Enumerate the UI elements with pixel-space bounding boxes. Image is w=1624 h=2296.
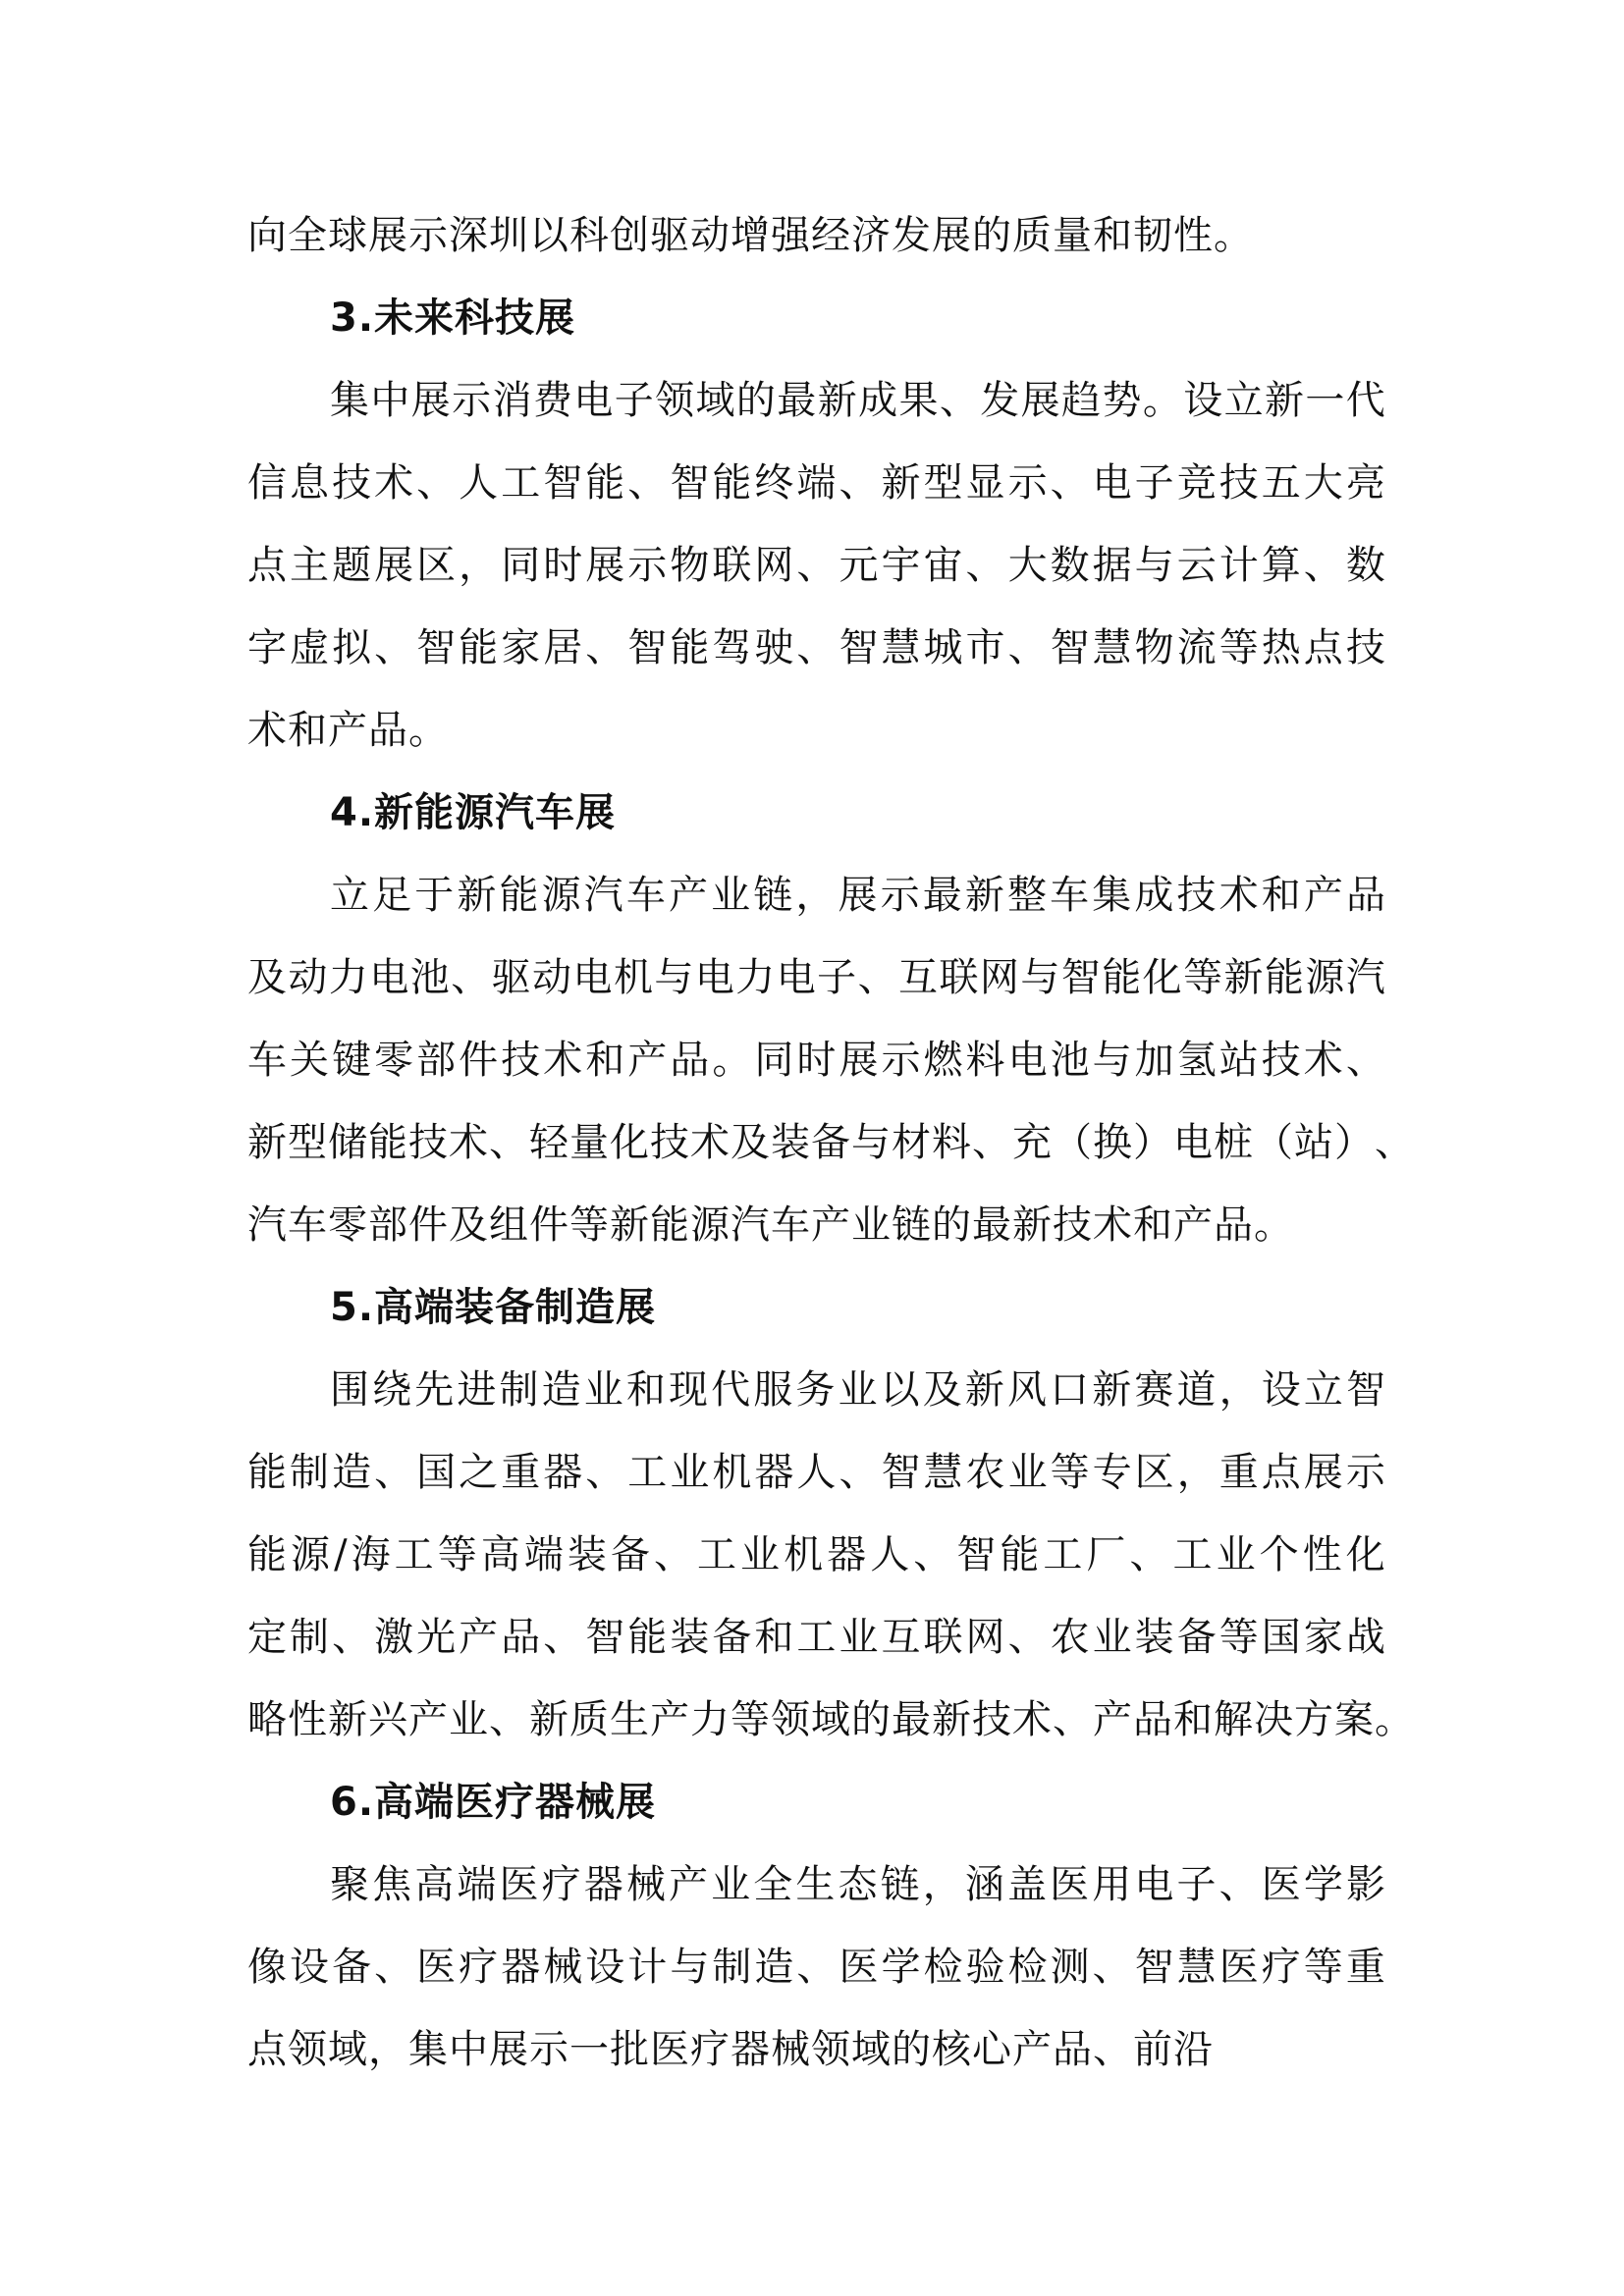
paragraph-line: 能 源 / 海 工 等 高 端 装 备 、 工 业 机 器 人 、 智 能 工 厂 、 工 业 个 性 化 (247, 1532, 1386, 1577)
paragraph-line: 点 主 题 展 区 ， 同 时 展 示 物 联 网 、 元 宇 宙 、 大 数 据 与 云 计 算 、 数 (247, 543, 1386, 588)
paragraph-line: 像 设 备 、 医 疗 器 械 设 计 与 制 造 、 医 学 检 验 检 测 、 智 慧 医 疗 等 重 (247, 1945, 1386, 1990)
paragraph-line: 向全球展示深圳以科创驱动增强经济发展的质量和韧性。 (247, 213, 1254, 258)
paragraph-line: 字 虚 拟 、 智 能 家 居 、 智 能 驾 驶 、 智 慧 城 市 、 智 慧 物 流 等 热 点 技 (247, 625, 1386, 670)
paragraph-line: 信 息 技 术 、 人 工 智 能 、 智 能 终 端 、 新 型 显 示 、 电 子 竞 技 五 大 亮 (247, 460, 1386, 506)
paragraph-first-line: 集 中 展 示 消 费 电 子 领 域 的 最 新 成 果 、 发 展 趋 势 。 设 立 新 一 代 (330, 378, 1386, 423)
paragraph-line: 定 制 、 激 光 产 品 、 智 能 装 备 和 工 业 互 联 网 、 农 业 装 备 等 国 家 战 (247, 1615, 1386, 1660)
paragraph-line: 新 型 储 能 技 术 、 轻 量 化 技 术 及 装 备 与 材 料 、 充 （ 换 ） 电 桩 （ 站 ） 、 (247, 1120, 1415, 1165)
section-heading: 4.新能源汽车展 (330, 790, 617, 835)
paragraph-line: 术和产品。 (247, 708, 449, 753)
section-heading: 5.高端装备制造展 (330, 1285, 657, 1330)
section-heading: 3.未来科技展 (330, 295, 576, 341)
paragraph-first-line: 围 绕 先 进 制 造 业 和 现 代 服 务 业 以 及 新 风 口 新 赛 道 ， 设 立 智 (330, 1367, 1386, 1413)
paragraph-line: 汽车零部件及组件等新能源汽车产业链的最新技术和产品。 (247, 1202, 1294, 1248)
paragraph-line: 能 制 造 、 国 之 重 器 、 工 业 机 器 人 、 智 慧 农 业 等 专 区 ， 重 点 展 示 (247, 1450, 1386, 1495)
paragraph-line: 车 关 键 零 部 件 技 术 和 产 品 。 同 时 展 示 燃 料 电 池 与 加 氢 站 技 术 、 (247, 1038, 1386, 1083)
paragraph-line: 及 动 力 电 池 、 驱 动 电 机 与 电 力 电 子 、 互 联 网 与 智 能 化 等 新 能 源 汽 (247, 955, 1386, 1000)
section-heading: 6.高端医疗器械展 (330, 1780, 657, 1825)
paragraph-first-line: 立 足 于 新 能 源 汽 车 产 业 链 ， 展 示 最 新 整 车 集 成 技 术 和 产 品 (330, 873, 1386, 918)
paragraph-first-line: 聚 焦 高 端 医 疗 器 械 产 业 全 生 态 链 ， 涵 盖 医 用 电 子 、 医 学 影 (330, 1862, 1386, 1907)
paragraph-line: 略 性 新 兴 产 业 、 新 质 生 产 力 等 领 域 的 最 新 技 术 、 产 品 和 解 决 方 案 。 (247, 1697, 1415, 1742)
paragraph-line: 点领域，集中展示一批医疗器械领域的核心产品、前沿 (247, 2027, 1214, 2072)
document-body (247, 194, 1415, 2091)
